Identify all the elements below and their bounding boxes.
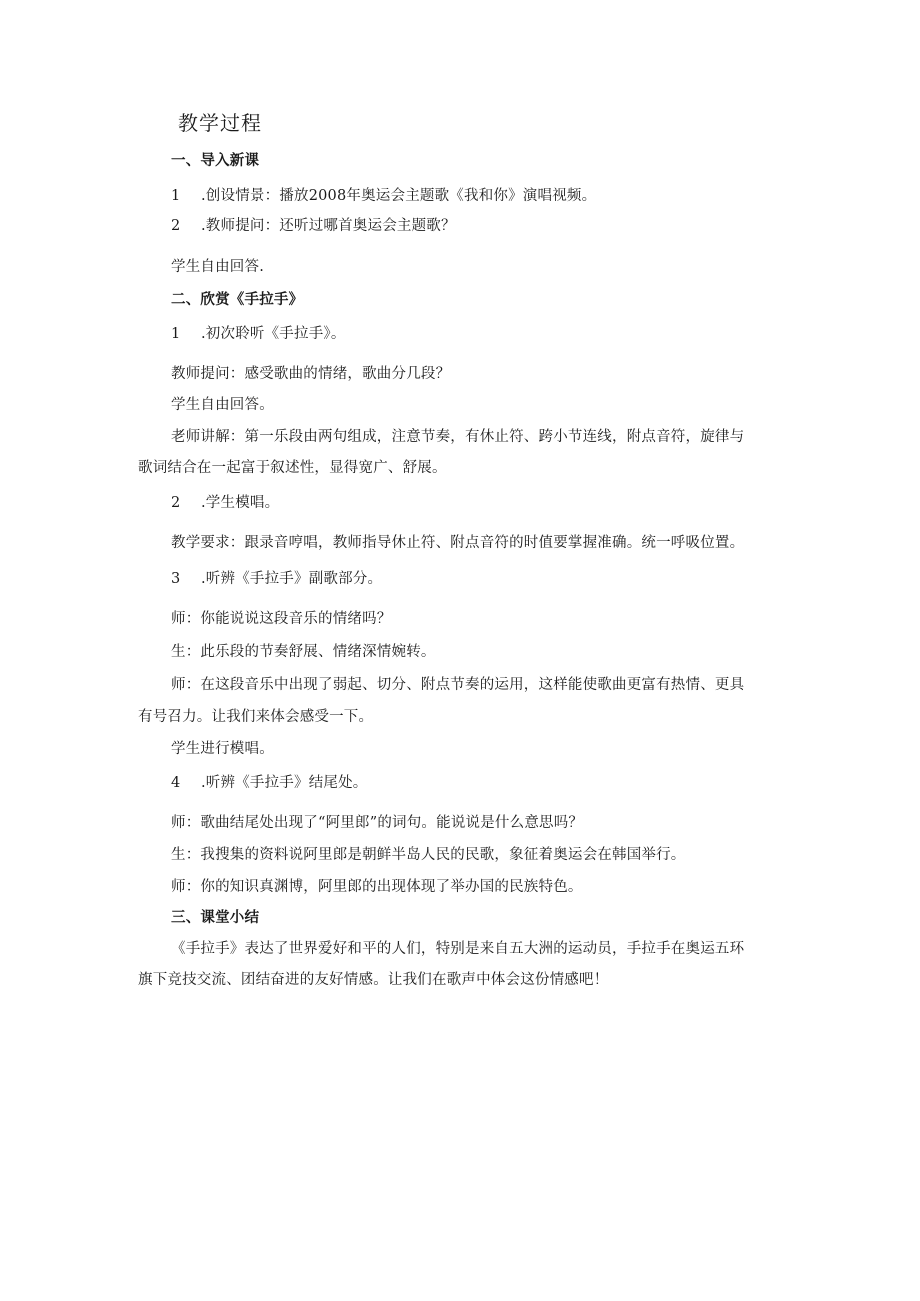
section-heading-summary: 三、课堂小结 — [171, 910, 260, 926]
paragraph: 教师提问：感受歌曲的情绪，歌曲分几段？ — [171, 366, 451, 382]
list-item-text: .初次聆听《手拉手》。 — [201, 326, 346, 342]
list-item — [171, 493, 279, 513]
paragraph: 教学要求：跟录音哼唱，教师指导休止符、附点音符的时值要掌握准确。统一呼吸位置。 — [171, 535, 745, 551]
list-item-number: 2 — [171, 218, 181, 234]
list-item — [171, 773, 368, 793]
list-item — [171, 569, 382, 589]
list-item-text: .听辨《手拉手》结尾处。 — [201, 775, 368, 791]
list-item-text: .创设情景：播放2008年奥运会主题歌《我和你》演唱视频。 — [201, 188, 597, 204]
paragraph: 生：此乐段的节奏舒展、情绪深情婉转。 — [171, 644, 436, 660]
list-item-number: 3 — [171, 571, 181, 587]
section-heading-intro: 一、导入新课 — [171, 153, 260, 169]
list-item-number: 2 — [171, 495, 181, 511]
section-heading-appreciation: 二、欣赏《手拉手》 — [171, 292, 304, 308]
list-item — [171, 216, 456, 236]
list-item-number: 1 — [171, 188, 181, 204]
list-item — [171, 324, 346, 344]
list-item-text: .教师提问：还听过哪首奥运会主题歌？ — [201, 218, 456, 234]
paragraph-line: 老师讲解：第一乐段由两句组成，注意节奏，有休止符、跨小节连线，附点音符，旋律与 — [171, 429, 745, 445]
paragraph-line: 旗下竞技交流、团结奋进的友好情感。让我们在歌声中体会这份情感吧！ — [138, 972, 609, 988]
paragraph: 学生自由回答。 — [171, 397, 274, 413]
paragraph-line: 有号召力。让我们来体会感受一下。 — [138, 709, 374, 725]
document-title: 教学过程 — [178, 111, 262, 135]
list-item — [171, 186, 596, 206]
list-item-text: .学生模唱。 — [201, 495, 280, 511]
paragraph-line: 师：在这段音乐中出现了弱起、切分、附点节奏的运用，这样能使歌曲更富有热情、更具 — [171, 677, 745, 693]
list-item-number: 4 — [171, 775, 181, 791]
paragraph-line: 《手拉手》表达了世界爱好和平的人们，特别是来自五大洲的运动员，手拉手在奥运五环 — [171, 941, 745, 957]
paragraph: 生：我搜集的资料说阿里郎是朝鲜半岛人民的民歌，象征着奥运会在韩国举行。 — [171, 847, 686, 863]
list-item-number: 1 — [171, 326, 181, 342]
paragraph: 师：歌曲结尾处出现了“阿里郎”的词句。能说说是什么意思吗？ — [171, 815, 584, 831]
paragraph: 师：你能说说这段音乐的情绪吗？ — [171, 611, 392, 627]
paragraph-line: 歌词结合在一起富于叙述性，显得宽广、舒展。 — [138, 460, 447, 476]
paragraph: 学生自由回答. — [171, 259, 265, 275]
paragraph: 师：你的知识真渊博，阿里郎的出现体现了举办国的民族特色。 — [171, 879, 583, 895]
list-item-text: .听辨《手拉手》副歌部分。 — [201, 571, 383, 587]
paragraph: 学生进行模唱。 — [171, 741, 274, 757]
